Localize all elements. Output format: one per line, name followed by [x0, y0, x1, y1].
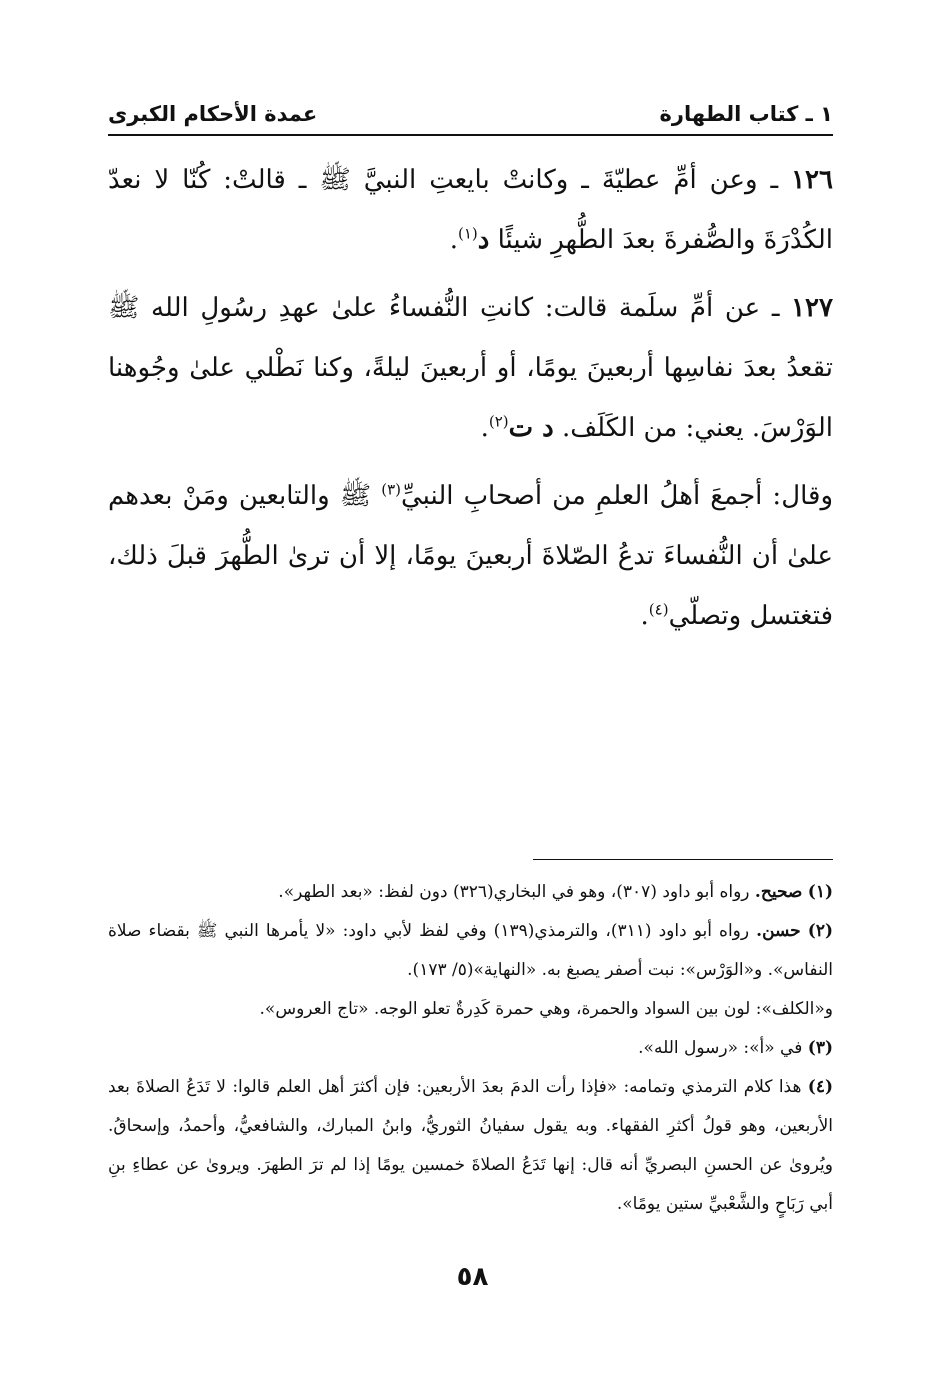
- header-rule: [108, 134, 833, 136]
- quote-end: .: [640, 601, 649, 631]
- hadith-source: د ت: [508, 413, 554, 443]
- chapter-title: ١ ـ كتاب الطهارة: [659, 102, 833, 126]
- hadith-number: ١٢٦: [791, 165, 833, 195]
- footnote-text: و«الكلف»: لون بين السواد والحمرة، وهي حمرة كَدِرةٌ تعلو الوجه. «تاج العروس».: [259, 999, 833, 1019]
- hadith-source: د: [477, 225, 490, 255]
- footnote-3: [108, 1029, 833, 1068]
- footnote-number: (٢): [807, 921, 833, 941]
- footnote-ref-2[interactable]: (٢): [488, 412, 509, 431]
- footnote-number: (٣): [807, 1038, 833, 1058]
- footnote-ref-1[interactable]: (١): [457, 224, 478, 243]
- footnote-number: (٤): [807, 1077, 834, 1097]
- footnote-number: (١): [807, 882, 833, 902]
- quote-text: وقال: أجمعَ أهلُ العلمِ من أصحابِ النبيِّ: [401, 481, 833, 511]
- footnote-text: رواه أبو داود (٣١١)، والترمذي(١٣٩) وفي لفظ لأبي داود: «لا يأمرها النبي ﷺ بقضاء صلاة النفاس». و«الوَرْس»: نبت أصفر يصبغ به. «النهاية»(٥/ ١٧٣).: [108, 921, 833, 980]
- footnote-4: [108, 1068, 833, 1224]
- main-text: [108, 150, 833, 654]
- footnote-rule: [533, 859, 833, 860]
- footnote-ref-3[interactable]: (٣): [381, 480, 402, 499]
- hadith-number: ١٢٧: [791, 293, 833, 323]
- hadith-end: .: [480, 413, 489, 443]
- running-head: [108, 92, 833, 126]
- tirmidhi-quote: [108, 466, 833, 646]
- hadith-126: [108, 150, 833, 270]
- quote-text: ﷺ والتابعين ومَنْ بعدهم علىٰ أن النُّفساءَ تدعُ الصّلاةَ أربعينَ يومًا، إلا أن ترىٰ الطُّهرَ قبلَ ذلك، فتغتسل وتصلّي: [108, 481, 833, 631]
- footnote-ref-4[interactable]: (٤): [648, 600, 669, 619]
- hadith-text: ـ عن أمِّ سلَمة قالت: كانتِ النُّفساءُ علىٰ عهدِ رسُولِ الله ﷺ تقعدُ بعدَ نفاسِها أربعينَ يومًا، أو أربعينَ ليلةً، وكنا نَطْلي علىٰ وجُوهنا الوَرْسَ. يعني: من الكَلَف.: [108, 293, 833, 443]
- footnote-grade: صحيح.: [754, 882, 803, 902]
- hadith-127: [108, 278, 833, 458]
- footnote-text: رواه أبو داود (٣٠٧)، وهو في البخاري(٣٢٦) دون لفظ: «بعد الطهر».: [278, 882, 750, 902]
- hadith-end: .: [449, 225, 458, 255]
- footnote-2: [108, 912, 833, 990]
- footnote-text: هذا كلام الترمذي وتمامه: «فإذا رأت الدمَ بعدَ الأربعين: فإن أكثرَ أهل العلم قالوا: لا تَدَعُ الصلاةَ بعد الأربعين، وهو قولُ أكثرِ الفقهاء. وبه يقول سفيانُ الثوريُّ، وابنُ المبارك، والشافعيُّ، وأحمدُ، وإسحاقُ. ويُروىٰ عن الحسنِ البصريِّ أنه قال: إنها تَدَعُ الصلاةَ خمسين يومًا إذا لم ترَ الطهرَ. ويروىٰ عن عطاءِ بنِ أبي رَبَاحٍ والشَّعْبيِّ ستين يومًا».: [108, 1077, 833, 1214]
- hadith-text: ـ وعن أمِّ عطيّةَ ـ وكانتْ بايعتِ النبيَّ ﷺ ـ قالتْ: كُنّا لا نعدّ الكُدْرَةَ والصُّفرةَ بعدَ الطُّهرِ شيئًا: [108, 165, 833, 255]
- page-number: ٥٨: [456, 1262, 489, 1292]
- book-title: عمدة الأحكام الكبرى: [108, 102, 318, 126]
- footnote-2-continued: [108, 990, 833, 1029]
- footnote-1: [108, 873, 833, 912]
- footnote-text: في «أ»: «رسول الله».: [638, 1038, 803, 1058]
- footnotes: [108, 873, 833, 1224]
- footnote-grade: حسن.: [756, 921, 801, 941]
